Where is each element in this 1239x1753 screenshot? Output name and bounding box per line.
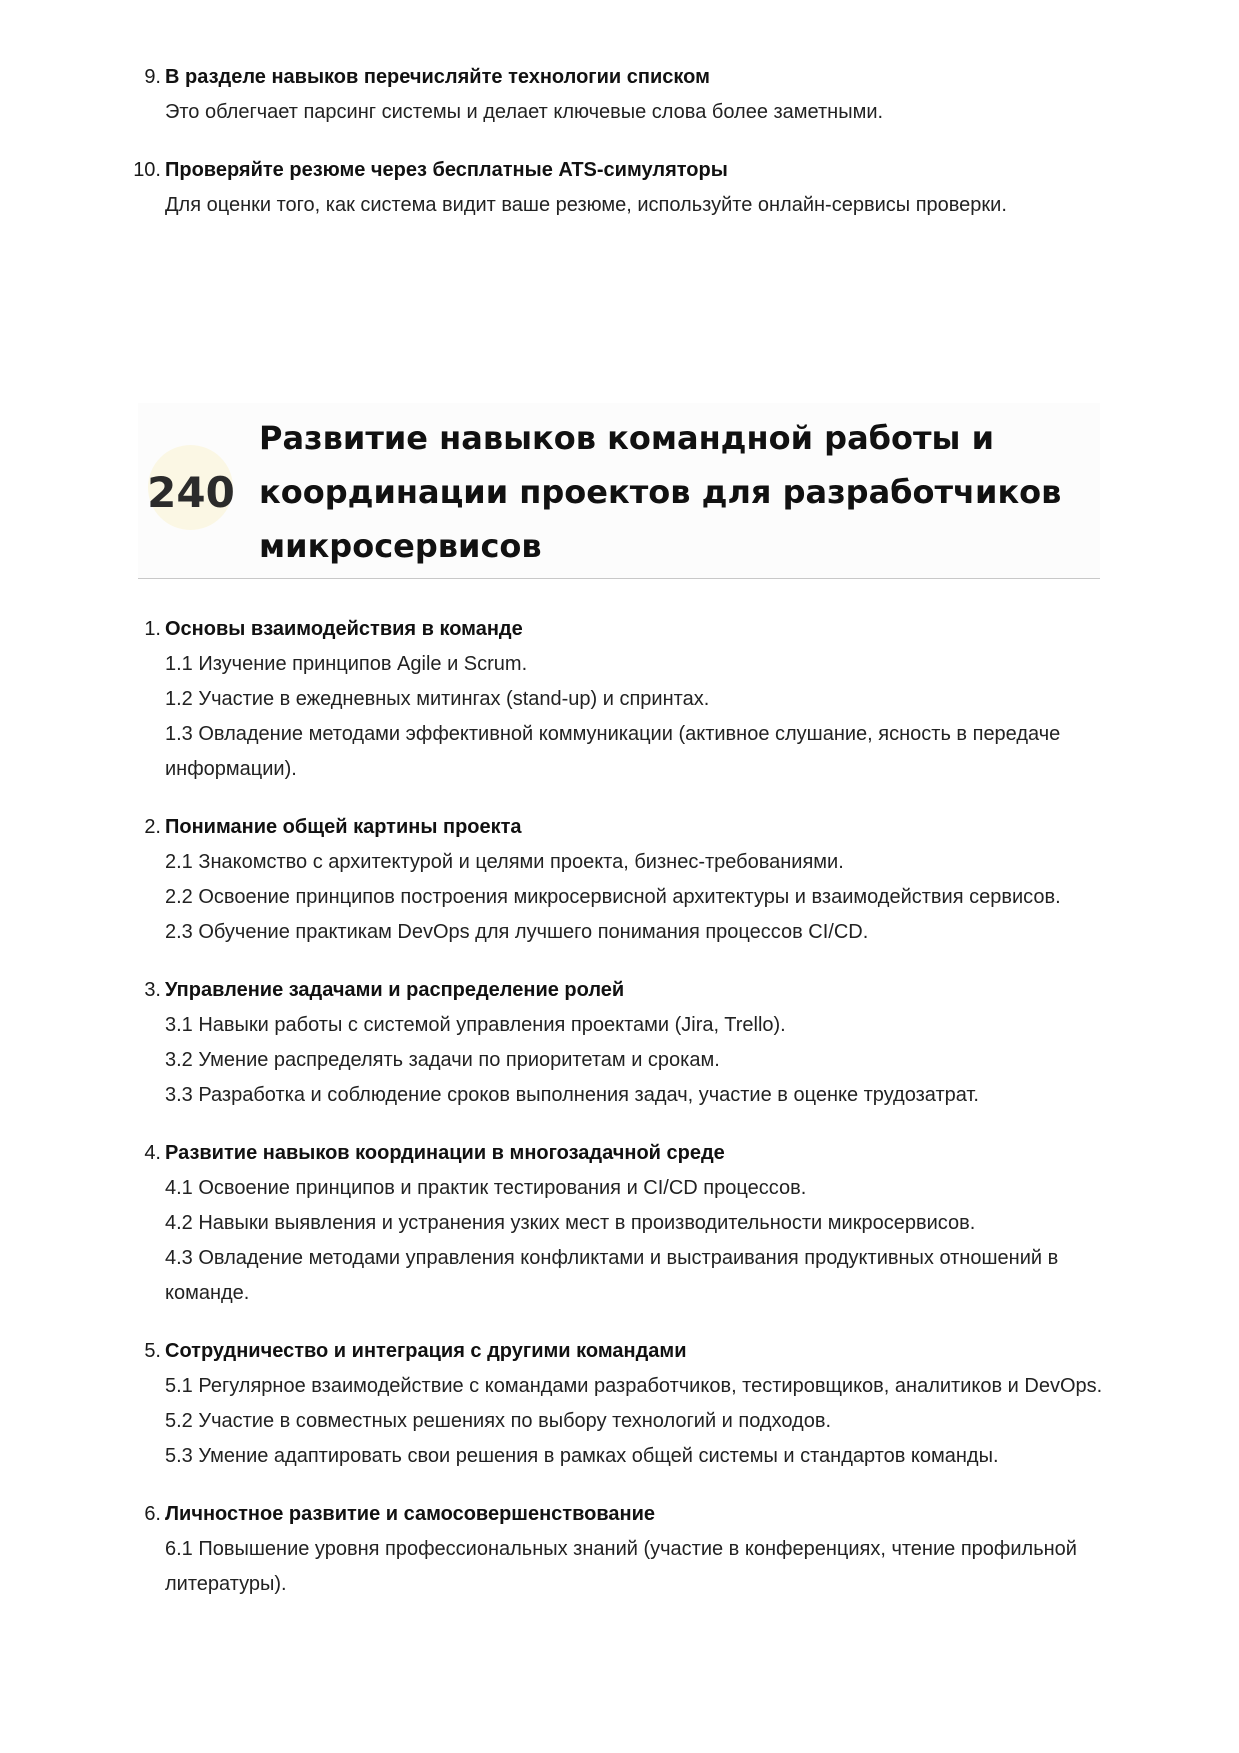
section-list xyxy=(144,612,1115,1625)
list-item-number: 3. xyxy=(144,979,161,1001)
list-item xyxy=(144,612,1115,787)
list-item-number: 5. xyxy=(144,1340,161,1362)
list-item-subpoint: 5.1 Регулярное взаимодействие с командами разработчиков, тестировщиков, аналитиков и DevOps. xyxy=(165,1375,1103,1397)
list-item-subpoint: 2.1 Знакомство с архитектурой и целями проекта, бизнес-требованиями. xyxy=(165,851,844,873)
list-item-text: Это облегчает парсинг системы и делает ключевые слова более заметными. xyxy=(165,101,884,123)
list-item-text: Для оценки того, как система видит ваше резюме, используйте онлайн-сервисы проверки. xyxy=(165,194,1007,216)
list-item-number: 2. xyxy=(144,816,161,838)
list-item-subpoint: 1.3 Овладение методами эффективной коммуникации (активное слушание, ясность в передаче информации). xyxy=(165,723,1061,780)
list-item-title: Управление задачами и распределение ролей xyxy=(165,979,625,1001)
list-item xyxy=(144,1334,1115,1474)
list-item-subpoint: 3.3 Разработка и соблюдение сроков выполнения задач, участие в оценке трудозатрат. xyxy=(165,1084,979,1106)
section-title: Развитие навыков командной работы и координации проектов для разработчиков микросервисов xyxy=(259,419,1062,565)
list-item-title: В разделе навыков перечисляйте технологии списком xyxy=(165,66,710,88)
list-item-subpoint: 5.2 Участие в совместных решениях по выбору технологий и подходов. xyxy=(165,1410,832,1432)
list-item-number: 4. xyxy=(144,1142,161,1164)
list-item xyxy=(144,1136,1115,1311)
list-item-subpoint: 4.1 Освоение принципов и практик тестирования и CI/CD процессов. xyxy=(165,1177,807,1199)
list-item-subpoint: 1.1 Изучение принципов Agile и Scrum. xyxy=(165,653,528,675)
list-item-title: Понимание общей картины проекта xyxy=(165,816,522,838)
list-item-number: 1. xyxy=(144,618,161,640)
list-item-number: 6. xyxy=(144,1503,161,1525)
list-item xyxy=(144,60,1115,130)
list-item-number: 9. xyxy=(144,66,161,88)
previous-section-list xyxy=(133,60,1115,246)
list-item xyxy=(144,810,1115,950)
list-item-subpoint: 4.3 Овладение методами управления конфликтами и выстраивания продуктивных отношений в команде. xyxy=(165,1247,1059,1304)
section-header xyxy=(138,403,1100,579)
list-item xyxy=(144,1497,1115,1602)
list-item-subpoint: 5.3 Умение адаптировать свои решения в рамках общей системы и стандартов команды. xyxy=(165,1445,999,1467)
section-number: 240 xyxy=(147,468,235,517)
list-item-subpoint: 4.2 Навыки выявления и устранения узких мест в производительности микросервисов. xyxy=(165,1212,976,1234)
list-item-subpoint: 2.2 Освоение принципов построения микросервисной архитектуры и взаимодействия сервисов. xyxy=(165,886,1061,908)
list-item-subpoint: 1.2 Участие в ежедневных митингах (stand-up) и спринтах. xyxy=(165,688,710,710)
list-item-title: Сотрудничество и интеграция с другими командами xyxy=(165,1340,687,1362)
list-item xyxy=(133,153,1115,223)
list-item-subpoint: 3.2 Умение распределять задачи по приоритетам и срокам. xyxy=(165,1049,720,1071)
list-item-title: Развитие навыков координации в многозадачной среде xyxy=(165,1142,725,1164)
list-item-subpoint: 3.1 Навыки работы с системой управления проектами (Jira, Trello). xyxy=(165,1014,786,1036)
list-item-title: Проверяйте резюме через бесплатные ATS-симуляторы xyxy=(165,159,728,181)
list-item xyxy=(144,973,1115,1113)
list-item-title: Личностное развитие и самосовершенствование xyxy=(165,1503,655,1525)
list-item-number: 10. xyxy=(133,159,161,181)
list-item-subpoint: 2.3 Обучение практикам DevOps для лучшего понимания процессов CI/CD. xyxy=(165,921,869,943)
list-item-title: Основы взаимодействия в команде xyxy=(165,618,523,640)
list-item-subpoint: 6.1 Повышение уровня профессиональных знаний (участие в конференциях, чтение профильной литературы). xyxy=(165,1538,1077,1595)
